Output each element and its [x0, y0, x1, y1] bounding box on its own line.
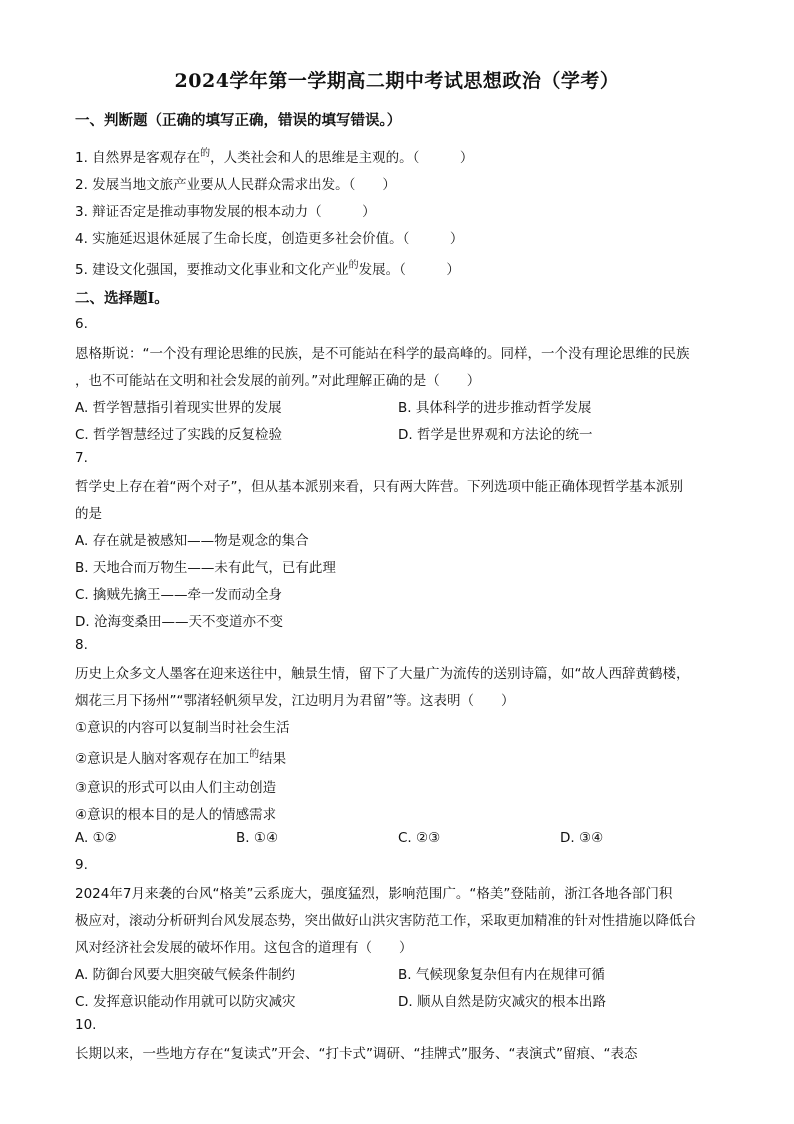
judgment-item-text: 3. 辩证否定是推动事物发展的根本动力（ ） — [75, 204, 376, 220]
judgment-item-4 — [75, 227, 463, 247]
statement-superscript: 的 — [249, 749, 260, 760]
question-9-number: 9. — [75, 857, 88, 873]
question-7-option-b: B. 天地合而万物生——未有此气，已有此理 — [75, 560, 336, 576]
question-7-option-d: D. 沧海变桑田——天不变道亦不变 — [75, 614, 283, 630]
question-9-option-b: B. 气候现象复杂但有内在规律可循 — [398, 967, 605, 983]
question-9-stem-line-2: 极应对，滚动分析研判台风发展态势，突出做好山洪灾害防范工作，采取更加精准的针对性措施以降低台 — [75, 913, 696, 929]
question-10-stem-line-1: 长期以来，一些地方存在“复读式”开会、“打卡式”调研、“挂牌式”服务、“表演式”留痕、“表态 — [75, 1046, 638, 1062]
judgment-item-text: 发展。（ ） — [358, 262, 460, 278]
question-7-stem-line-1: 哲学史上存在着“两个对子”，但从基本派别来看，只有两大阵营。下列选项中能正确体现哲学基本派别 — [75, 479, 683, 495]
question-8-number: 8. — [75, 637, 88, 653]
question-9-option-a: A. 防御台风要大胆突破气候条件制约 — [75, 967, 296, 983]
question-6-number: 6. — [75, 316, 88, 332]
question-6-option-c: C. 哲学智慧经过了实践的反复检验 — [75, 427, 283, 443]
statement-text: ②意识是人脑对客观存在加工 — [75, 751, 250, 767]
judgment-item-text: 1. 自然界是客观存在 — [75, 150, 201, 166]
question-8-statement-4: ④意识的根本目的是人的情感需求 — [75, 807, 277, 823]
question-8-stem-line-1: 历史上众多文人墨客在迎来送往中，触景生情，留下了大量广为流传的送别诗篇，如“故人西辞黄鹤楼， — [75, 666, 690, 682]
question-8-statement-2 — [75, 747, 286, 767]
page-title: 2024学年第一学期高二期中考试思想政治（学考） — [174, 70, 620, 92]
question-8-stem-line-2: 烟花三月下扬州”“鄂渚轻帆须早发，江边明月为君留”等。这表明（ ） — [75, 693, 515, 709]
question-7-option-c: C. 擒贼先擒王——牵一发而动全身 — [75, 587, 283, 603]
judgment-item-2 — [75, 173, 396, 193]
judgment-item-3 — [75, 200, 376, 220]
question-7-number: 7. — [75, 450, 88, 466]
statement-text: 结果 — [259, 751, 287, 767]
judgment-item-text: 5. 建设文化强国，要推动文化事业和文化产业 — [75, 262, 349, 278]
judgment-item-text: 2. 发展当地文旅产业要从人民群众需求出发。（ ） — [75, 177, 396, 193]
judgment-item-text: 4. 实施延迟退休延展了生命长度，创造更多社会价值。（ ） — [75, 231, 464, 247]
question-8-option-c: C. ②③ — [398, 830, 441, 846]
question-8-statement-3: ③意识的形式可以由人们主动创造 — [75, 780, 277, 796]
judgment-item-text: ，人类社会和人的思维是主观的。（ ） — [210, 150, 474, 166]
question-8-option-a: A. ①② — [75, 830, 117, 846]
question-10-number: 10. — [75, 1017, 97, 1033]
section-choice-heading: 二、选择题Ⅰ。 — [75, 290, 169, 307]
section-judgment-heading: 一、判断题（正确的填写正确，错误的填写错误。） — [75, 112, 402, 129]
judgment-item-1 — [75, 146, 473, 166]
question-9-stem-line-1: 2024年7月来袭的台风“格美”云系庞大，强度猛烈，影响范围广。“格美”登陆前，浙江各地各部门积 — [75, 886, 673, 902]
question-6-stem-line-1: 恩格斯说：“一个没有理论思维的民族，是不可能站在科学的最高峰的。同样，一个没有理论思维的民族 — [75, 346, 690, 362]
question-6-option-b: B. 具体科学的进步推动哲学发展 — [398, 400, 592, 416]
question-7-option-a: A. 存在就是被感知——物是观念的集合 — [75, 533, 309, 549]
question-9-option-c: C. 发挥意识能动作用就可以防灾减灾 — [75, 994, 296, 1010]
question-9-option-d: D. 顺从自然是防灾减灾的根本出路 — [398, 994, 606, 1010]
judgment-item-superscript: 的 — [200, 148, 211, 159]
question-8-option-d: D. ③④ — [560, 830, 604, 846]
question-6-stem-line-2: ，也不可能站在文明和社会发展的前列。”对此理解正确的是（ ） — [75, 373, 481, 389]
question-6-option-a: A. 哲学智慧指引着现实世界的发展 — [75, 400, 282, 416]
judgment-item-superscript: 的 — [348, 260, 359, 271]
question-9-stem-line-3: 风对经济社会发展的破坏作用。这包含的道理有（ ） — [75, 940, 413, 956]
question-8-statement-1: ①意识的内容可以复制当时社会生活 — [75, 720, 290, 736]
question-8-option-b: B. ①④ — [236, 830, 279, 846]
judgment-item-5 — [75, 258, 460, 278]
question-7-stem-line-2: 的是 — [75, 506, 102, 522]
question-6-option-d: D. 哲学是世界观和方法论的统一 — [398, 427, 593, 443]
